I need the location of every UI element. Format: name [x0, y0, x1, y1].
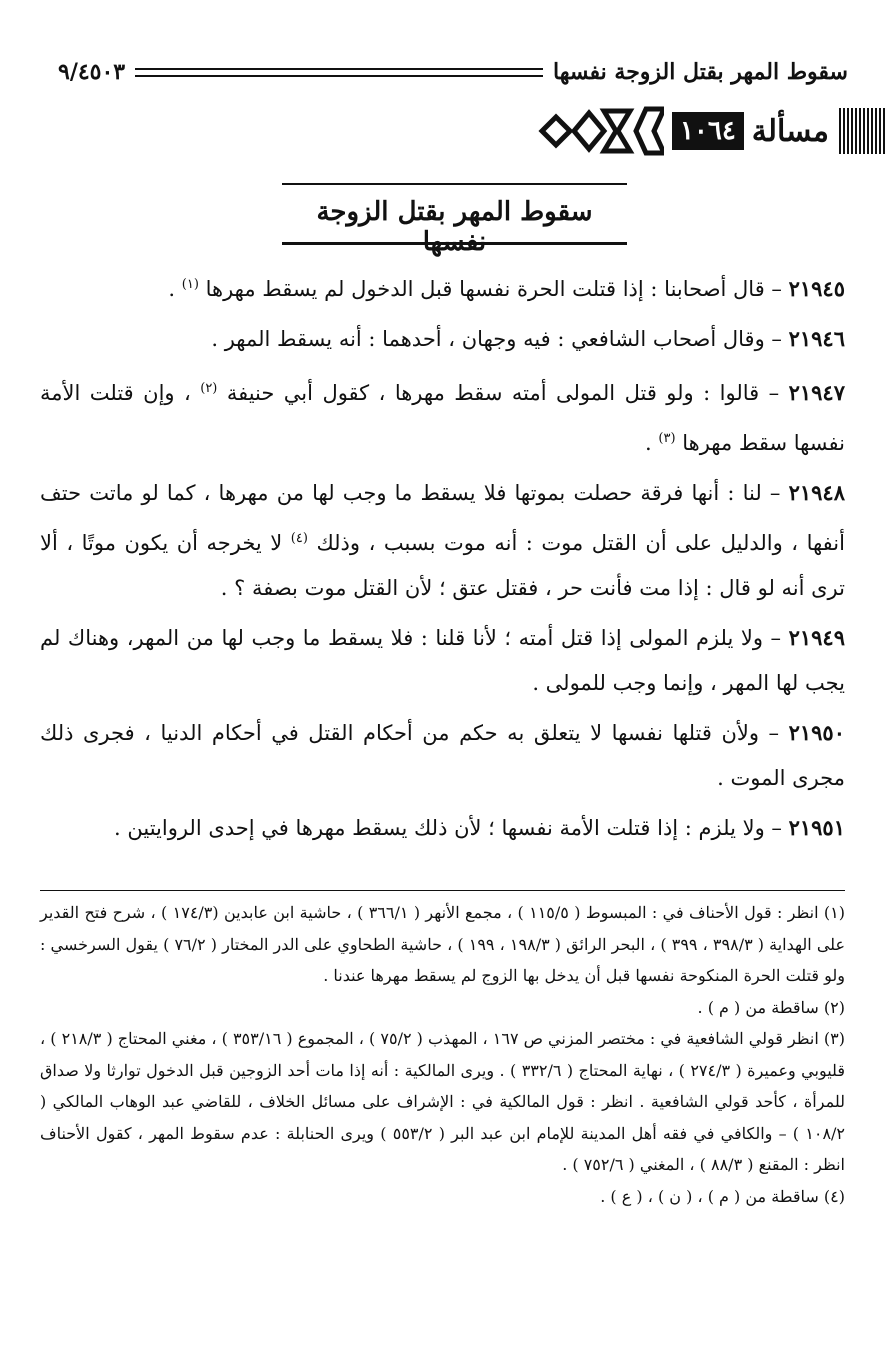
geometric-ornament-icon	[534, 105, 664, 157]
paragraph: ٢١٩٤٥ – قال أصحابنا : إذا قتلت الحرة نفسها قبل الدخول لم يسقط مهرها $^{(١)}$ .	[168, 276, 845, 301]
footnote-ref: (٤)	[290, 531, 308, 546]
footnote-ref: (٢)	[200, 381, 218, 396]
paragraph-text: – ولا يلزم : إذا قتلت الأمة نفسها ؛ لأن ذلك يسقط مهرها في إحدى الروايتين .	[114, 816, 789, 840]
footnote: (٣) انظر قولي الشافعية في : مختصر المزني ص ١٦٧ ، المهذب ( ٧٥/٢ ) ، المجموع ( ٣٥٣/١٦ ) ، مغني المحتاج ( ٢١٨/٣ ) ، قليوبي وعميرة ( ٢٧٤/٣ ) ، نهاية المحتاج ( ٣٣٢/٦ ) . ويرى المالكية : أنه إذا مات أحد الزوجين قبل الدخول توارثا ولا صداق للمرأة ، كأحد قولي الشافعية . انظر : قول المالكية في : الإشراف على مسائل الخلاف ، للقاضي عبد الوهاب المالكي ( ١٠٨/٢ ) – والكافي في فقه أهل المدينة للإمام ابن عبد البر ( ٥٥٣/٢ ) ويرى الحنابلة : عدم سقوط المهر ، كقول الأحناف انظر : المقنع ( ٨٨/٣ ) ، المغني ( ٧٥٢/٦ ) .	[40, 1029, 846, 1174]
paragraph-number: ٢١٩٤٩	[788, 625, 845, 650]
paragraph	[40, 615, 845, 706]
paragraph	[40, 710, 845, 801]
paragraph-number: ٢١٩٤٥	[788, 276, 845, 301]
title-underline	[282, 242, 627, 245]
masala-number: ١٠٦٤	[672, 112, 744, 150]
section-title: سقوط المهر بقتل الزوجة نفسها	[282, 183, 627, 257]
masala-heading	[525, 105, 885, 157]
paragraph: ٢١٩٤٧ – قالوا : ولو قتل المولى أمته سقط مهرها ، كقول أبي حنيفة $^{(٢)}$ ، وإن قتلت الأمة نفسها سقط مهرها $^{(٣)}$ .	[40, 380, 845, 455]
paragraph	[40, 805, 845, 851]
page-number: ٩/٤٥٠٣	[58, 59, 126, 85]
body-text	[40, 262, 845, 851]
footnotes	[40, 897, 845, 1212]
footnote: (١) انظر : قول الأحناف في : المبسوط ( ١١٥/٥ ) ، مجمع الأنهر ( ٣٦٦/١ ) ، حاشية ابن عابدين (١٧٤/٣ ) ، شرح فتح القدير على الهداية ( ٣٩٨/٣ ، ٣٩٩ ) ، البحر الرائق ( ١٩٨/٣ ، ١٩٩ ) ، حاشية الطحاوي على الدر المختار ( ٧٦/٢ ) يقول السرخسي : ولو قتلت الحرة المنكوحة نفسها قبل أن يدخل بها الزوج لم يسقط مهرها عندنا .	[40, 903, 846, 985]
paragraph: ٢١٩٤٨ – لنا : أنها فرقة حصلت بموتها فلا يسقط ما وجب لها من مهرها ، كما لو ماتت حتف أنفها ، والدليل على أن القتل موت : أنه موت بسبب ، وذلك $^{(٤)}$ لا يخرجه أن يكون موتًا ، ألا ترى أنه لو قال : إذا مت فأنت حر ، فقتل عتق ؛ لأن القتل موت بصفة ؟ .	[40, 480, 845, 600]
running-header	[58, 52, 848, 92]
paragraph-text: – ولا يلزم المولى إذا قتل أمته ؛ لأنا قلنا : فلا يسقط ما وجب لها من المهر، وهناك لم يجب لها المهر ، وإنما وجب للمولى .	[40, 626, 845, 695]
footnote: (٤) ساقطة من ( م ) ، ( ن ) ، ( ع ) .	[600, 1186, 845, 1206]
paragraph	[40, 316, 845, 362]
header-rule	[135, 68, 543, 77]
paragraph-text: – قالوا : ولو قتل المولى أمته سقط مهرها ، كقول أبي حنيفة	[217, 381, 789, 405]
footnote-ref: (٣)	[658, 431, 676, 446]
paragraph-number: ٢١٩٤٧	[788, 380, 845, 405]
footnote-rule	[40, 890, 845, 891]
bar-ornament	[837, 108, 885, 154]
paragraph-number: ٢١٩٥١	[788, 815, 845, 840]
footnote: (٢) ساقطة من ( م ) .	[697, 997, 845, 1017]
paragraph-text: – وقال أصحاب الشافعي : فيه وجهان ، أحدهما : أنه يسقط المهر .	[211, 327, 789, 351]
running-title: سقوط المهر بقتل الزوجة نفسها	[553, 59, 848, 85]
paragraph-number: ٢١٩٥٠	[788, 720, 845, 745]
paragraph-text: – قال أصحابنا : إذا قتلت الحرة نفسها قبل الدخول لم يسقط مهرها	[205, 277, 789, 301]
paragraph-text: – لنا : أنها فرقة حصلت بموتها فلا يسقط ما وجب لها من مهرها ، كما لو ماتت حتف أنفها ، والدليل على أن القتل موت : أنه موت بسبب ، وذلك	[40, 481, 845, 555]
footnote-ref: (١)	[181, 277, 199, 292]
paragraph-number: ٢١٩٤٨	[788, 480, 845, 505]
masala-label: مسألة	[751, 113, 829, 149]
paragraph-number: ٢١٩٤٦	[788, 326, 845, 351]
paragraph-text: – ولأن قتلها نفسها لا يتعلق به حكم من أحكام القتل في أحكام الدنيا ، فجرى ذلك مجرى الموت .	[40, 721, 845, 790]
